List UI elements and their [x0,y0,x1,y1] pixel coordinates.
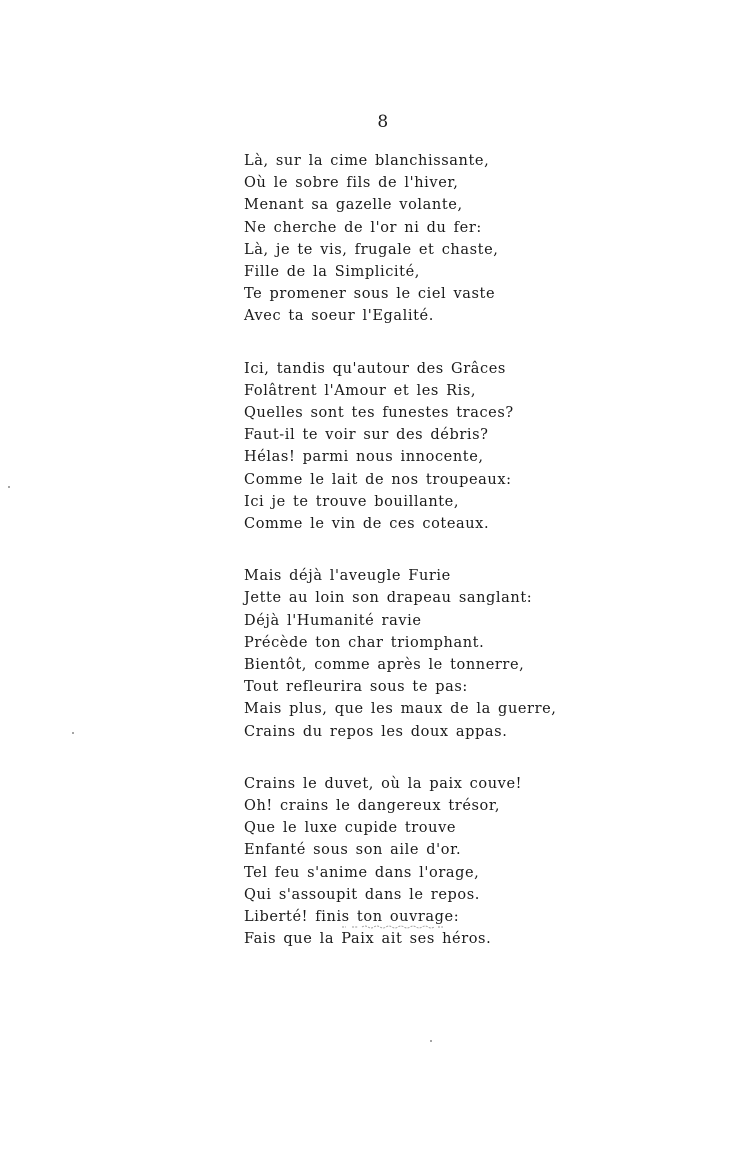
stanza-1 [244,150,714,328]
paper-speck [72,732,74,734]
poem-line: Oh! crains le dangereux trésor, [244,798,501,815]
poem-line: Qui s'assoupit dans le repos. [244,886,480,903]
poem-line: Déjà l'Humanité ravie [244,612,422,629]
poem-line: Crains le duvet, où la paix couve! [244,775,523,792]
poem-line: Crains du repos les doux appas. [244,723,508,740]
stanza-4 [244,773,714,951]
poem-line: Liberté! finis ton ouvrage: [244,909,460,926]
poem-line: Précède ton char triomphant. [244,634,485,651]
poem-line: Avec ta soeur l'Egalité. [244,308,434,325]
poem-line: Mais déjà l'aveugle Furie [244,568,451,585]
paper-speck [430,1040,432,1042]
poem-line: Hélas! parmi nous innocente, [244,449,484,466]
poem-line: Tel feu s'anime dans l'orage, [244,864,480,881]
poem [244,150,714,981]
stanza-2 [244,358,714,536]
poem-line: Mais plus, que les maux de la guerre, [244,701,557,718]
poem-line: Fais que la Paix ait ses héros. [244,931,492,948]
poem-line: Ici, tandis qu'autour des Grâces [244,360,506,377]
poem-line: Ici je te trouve bouillante, [244,493,460,510]
poem-line: Faut-il te voir sur des débris? [244,427,489,444]
poem-line: Comme le lait de nos troupeaux: [244,471,512,488]
poem-line: Tout refleurira sous te pas: [244,679,468,696]
poem-line: Te promener sous le ciel vaste [244,286,496,303]
poem-line: Là, sur la cime blanchissante, [244,153,490,169]
poem-line: Quelles sont tes funestes traces? [244,405,514,422]
poem-line: Là, je te vis, frugale et chaste, [244,241,499,258]
poem-line: Comme le vin de ces coteaux. [244,516,490,533]
poem-line: Ne cherche de l'or ni du fer: [244,219,482,236]
poem-line: Fille de la Simplicité, [244,264,420,281]
poem-line: Enfanté sous son aile d'or. [244,842,462,859]
poem-line: Menant sa gazelle volante, [244,197,463,214]
poem-line: Où le sobre fils de l'hiver, [244,175,459,192]
poem-line: Jette au loin son drapeau sanglant: [244,590,533,607]
poem-line: Que le luxe cupide trouve [244,820,457,837]
stanza-3 [244,565,714,743]
tailpiece-ornament [340,924,446,930]
poem-line: Folâtrent l'Amour et les Ris, [244,382,477,399]
paper-speck [8,486,10,488]
poem-line: Bientôt, comme après le tonnerre, [244,657,525,674]
page-number: 8 [377,112,389,132]
